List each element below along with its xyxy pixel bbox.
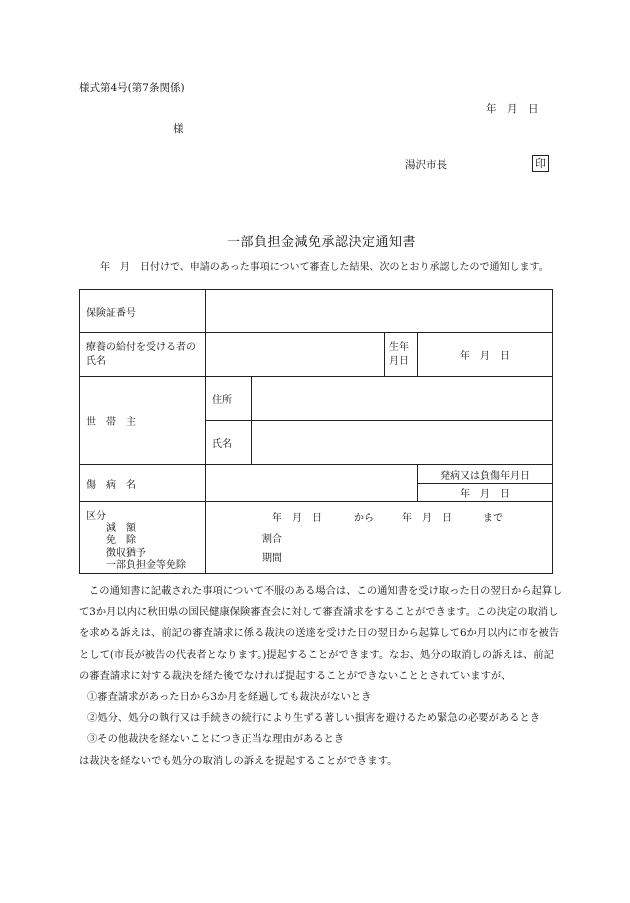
disease-row — [80, 465, 553, 484]
document-title: 一部負担金減免承認決定通知書 — [227, 235, 417, 250]
address-value[interactable] — [252, 377, 553, 421]
onset-date-label: 発病又は負傷年月日 — [418, 465, 553, 484]
notice-line: この通知書に記載された事項について不服のある場合は、この通知書を受け取った日の翌日から起算し — [89, 585, 563, 597]
document-date: 年 月 日 — [486, 103, 539, 115]
category-item-exemption: 免 除 — [106, 535, 136, 546]
recipient-name-value[interactable] — [206, 333, 385, 377]
name-label: 氏名 — [206, 421, 252, 465]
notice-line: て3か月以内に秋田県の国民健康保険審査会に対して審査請求をすることができます。この決定の取消し — [79, 606, 559, 619]
notice-condition: ③その他裁決を経ないことにつき正当な理由があるとき — [87, 733, 345, 746]
notice-line: は裁決を経ないでも処分の取消しの訴えを提起することができます。 — [79, 754, 398, 767]
issuer-name: 湯沢市長 — [405, 159, 447, 171]
notice-condition: ②処分、処分の執行又は手続きの続行により生ずる著しい損害を避けるため緊急の必要があるとき — [87, 712, 541, 725]
seal-mark: 印 — [532, 155, 549, 172]
category-value-cell[interactable] — [206, 502, 553, 574]
intro-text: 年 月 日付けで、申請のあった事項について審査した結果、次のとおり承認したので通知します。 — [100, 262, 549, 273]
insurance-number-row — [80, 290, 553, 333]
birth-date-label: 生年月日 — [385, 333, 418, 377]
addressee-suffix: 様 — [173, 123, 184, 135]
category-item-deferral: 徴収猶予 — [106, 548, 146, 559]
insurance-number-value[interactable] — [206, 290, 553, 333]
notice-line: の審査請求に対する裁決を経た後でなければ提起することができないこととされていますが、 — [79, 669, 512, 682]
address-label: 住所 — [206, 377, 252, 421]
householder-label: 世 帯 主 — [80, 377, 206, 465]
period-to-date: 年 月 日 — [402, 513, 452, 524]
period-from-date: 年 月 日 — [272, 513, 322, 524]
recipient-row — [80, 333, 553, 377]
householder-name-value[interactable] — [252, 421, 553, 465]
ratio-label: 割合 — [262, 534, 282, 545]
householder-address-row — [80, 377, 553, 421]
form-table — [79, 289, 553, 574]
insurance-number-label: 保険証番号 — [80, 290, 206, 333]
notice-condition: ①審査請求があった日から3か月を経過しても裁決がないとき — [87, 691, 372, 704]
period-label: 期間 — [262, 553, 282, 564]
form-number: 様式第4号(第7条関係) — [79, 82, 185, 94]
notice-line: として(市長が被告の代表者となります。)提起することができます。なお、処分の取消しの訴えは、前記 — [79, 648, 554, 661]
onset-date-value[interactable]: 年 月 日 — [418, 484, 553, 502]
disease-value[interactable] — [206, 465, 418, 502]
period-from: から — [354, 513, 374, 524]
category-row — [80, 502, 553, 574]
notice-line: を求める訴えは、前記の審査請求に係る裁決の送達を受けた日の翌日から起算して6か月以内に市を被告 — [79, 627, 560, 640]
period-to: まで — [483, 513, 503, 524]
appeal-notice — [79, 581, 563, 772]
disease-label: 傷 病 名 — [80, 465, 206, 502]
category-label: 区分 — [86, 511, 106, 522]
category-item-copay-exemption: 一部負担金等免除 — [106, 560, 186, 571]
category-label-cell — [80, 502, 206, 574]
category-item-reduction: 減 額 — [106, 523, 136, 534]
birth-date-value[interactable]: 年 月 日 — [418, 333, 553, 377]
recipient-label: 療養の給付を受ける者の氏名 — [80, 333, 206, 377]
